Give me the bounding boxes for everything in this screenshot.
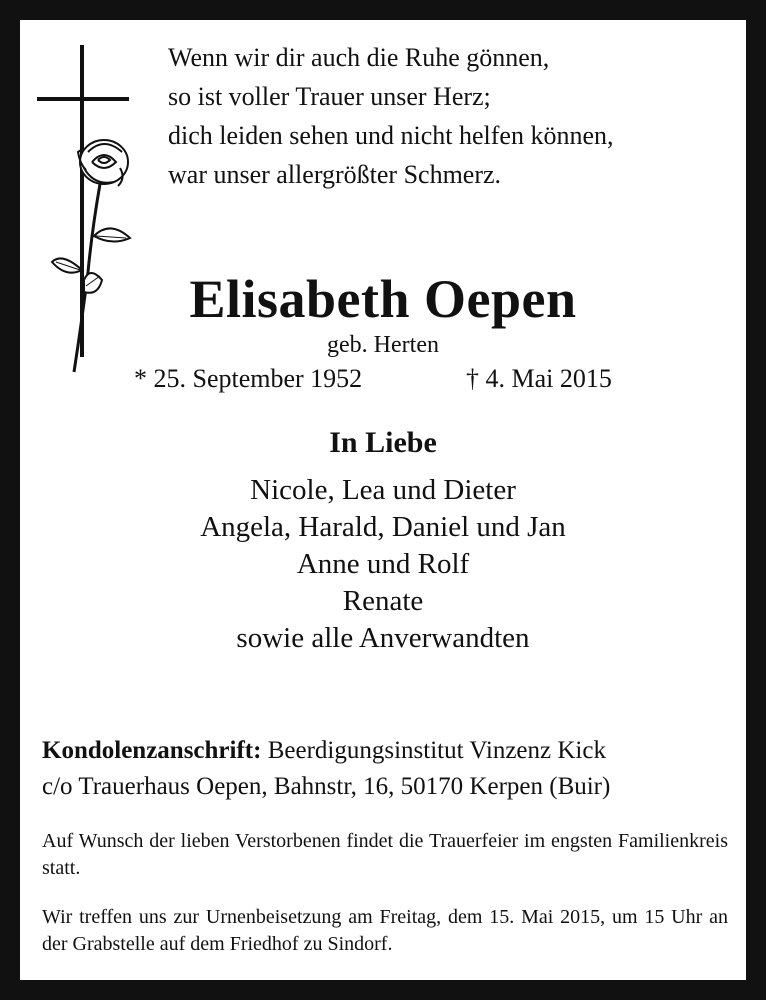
mourners-list xyxy=(0,472,766,657)
funeral-note: Auf Wunsch der lieben Verstorbenen findet die Trauerfeier im engsten Familienkreis statt. xyxy=(42,830,728,879)
birth-date: * 25. September 1952 xyxy=(134,364,363,393)
death-date: † 4. Mai 2015 xyxy=(466,364,612,393)
condolence-address xyxy=(42,733,610,805)
mourner-line: sowie alle Anverwandten xyxy=(236,622,530,654)
poem-line: Wenn wir dir auch die Ruhe gönnen, xyxy=(168,43,550,72)
poem-line: so ist voller Trauer unser Herz; xyxy=(168,82,491,111)
mourner-line: Nicole, Lea und Dieter xyxy=(250,474,516,506)
poem-line: dich leiden sehen und nicht helfen können, xyxy=(168,121,614,150)
poem-line: war unser allergrößter Schmerz. xyxy=(168,160,502,189)
mourner-line: Renate xyxy=(342,585,424,617)
mourner-line: Angela, Harald, Daniel und Jan xyxy=(200,511,566,543)
mourner-line: Anne und Rolf xyxy=(296,548,470,580)
birth-name: geb. Herten xyxy=(327,332,439,358)
mourners-heading: In Liebe xyxy=(329,426,437,459)
poem xyxy=(168,38,613,194)
condolence-label: Kondolenzanschrift: xyxy=(42,737,262,764)
urn-burial-note: Wir treffen uns zur Urnenbeisetzung am Freitag, dem 15. Mai 2015, um 15 Uhr an der Grabstelle auf dem Friedhof zu Sindorf. xyxy=(42,906,728,955)
condolence-address-line: c/o Trauerhaus Oepen, Bahnstr, 16, 50170 Kerpen (Buir) xyxy=(42,773,611,800)
condolence-institute: Beerdigungsinstitut Vinzenz Kick xyxy=(261,737,606,764)
deceased-name: Elisabeth Oepen xyxy=(189,269,577,329)
